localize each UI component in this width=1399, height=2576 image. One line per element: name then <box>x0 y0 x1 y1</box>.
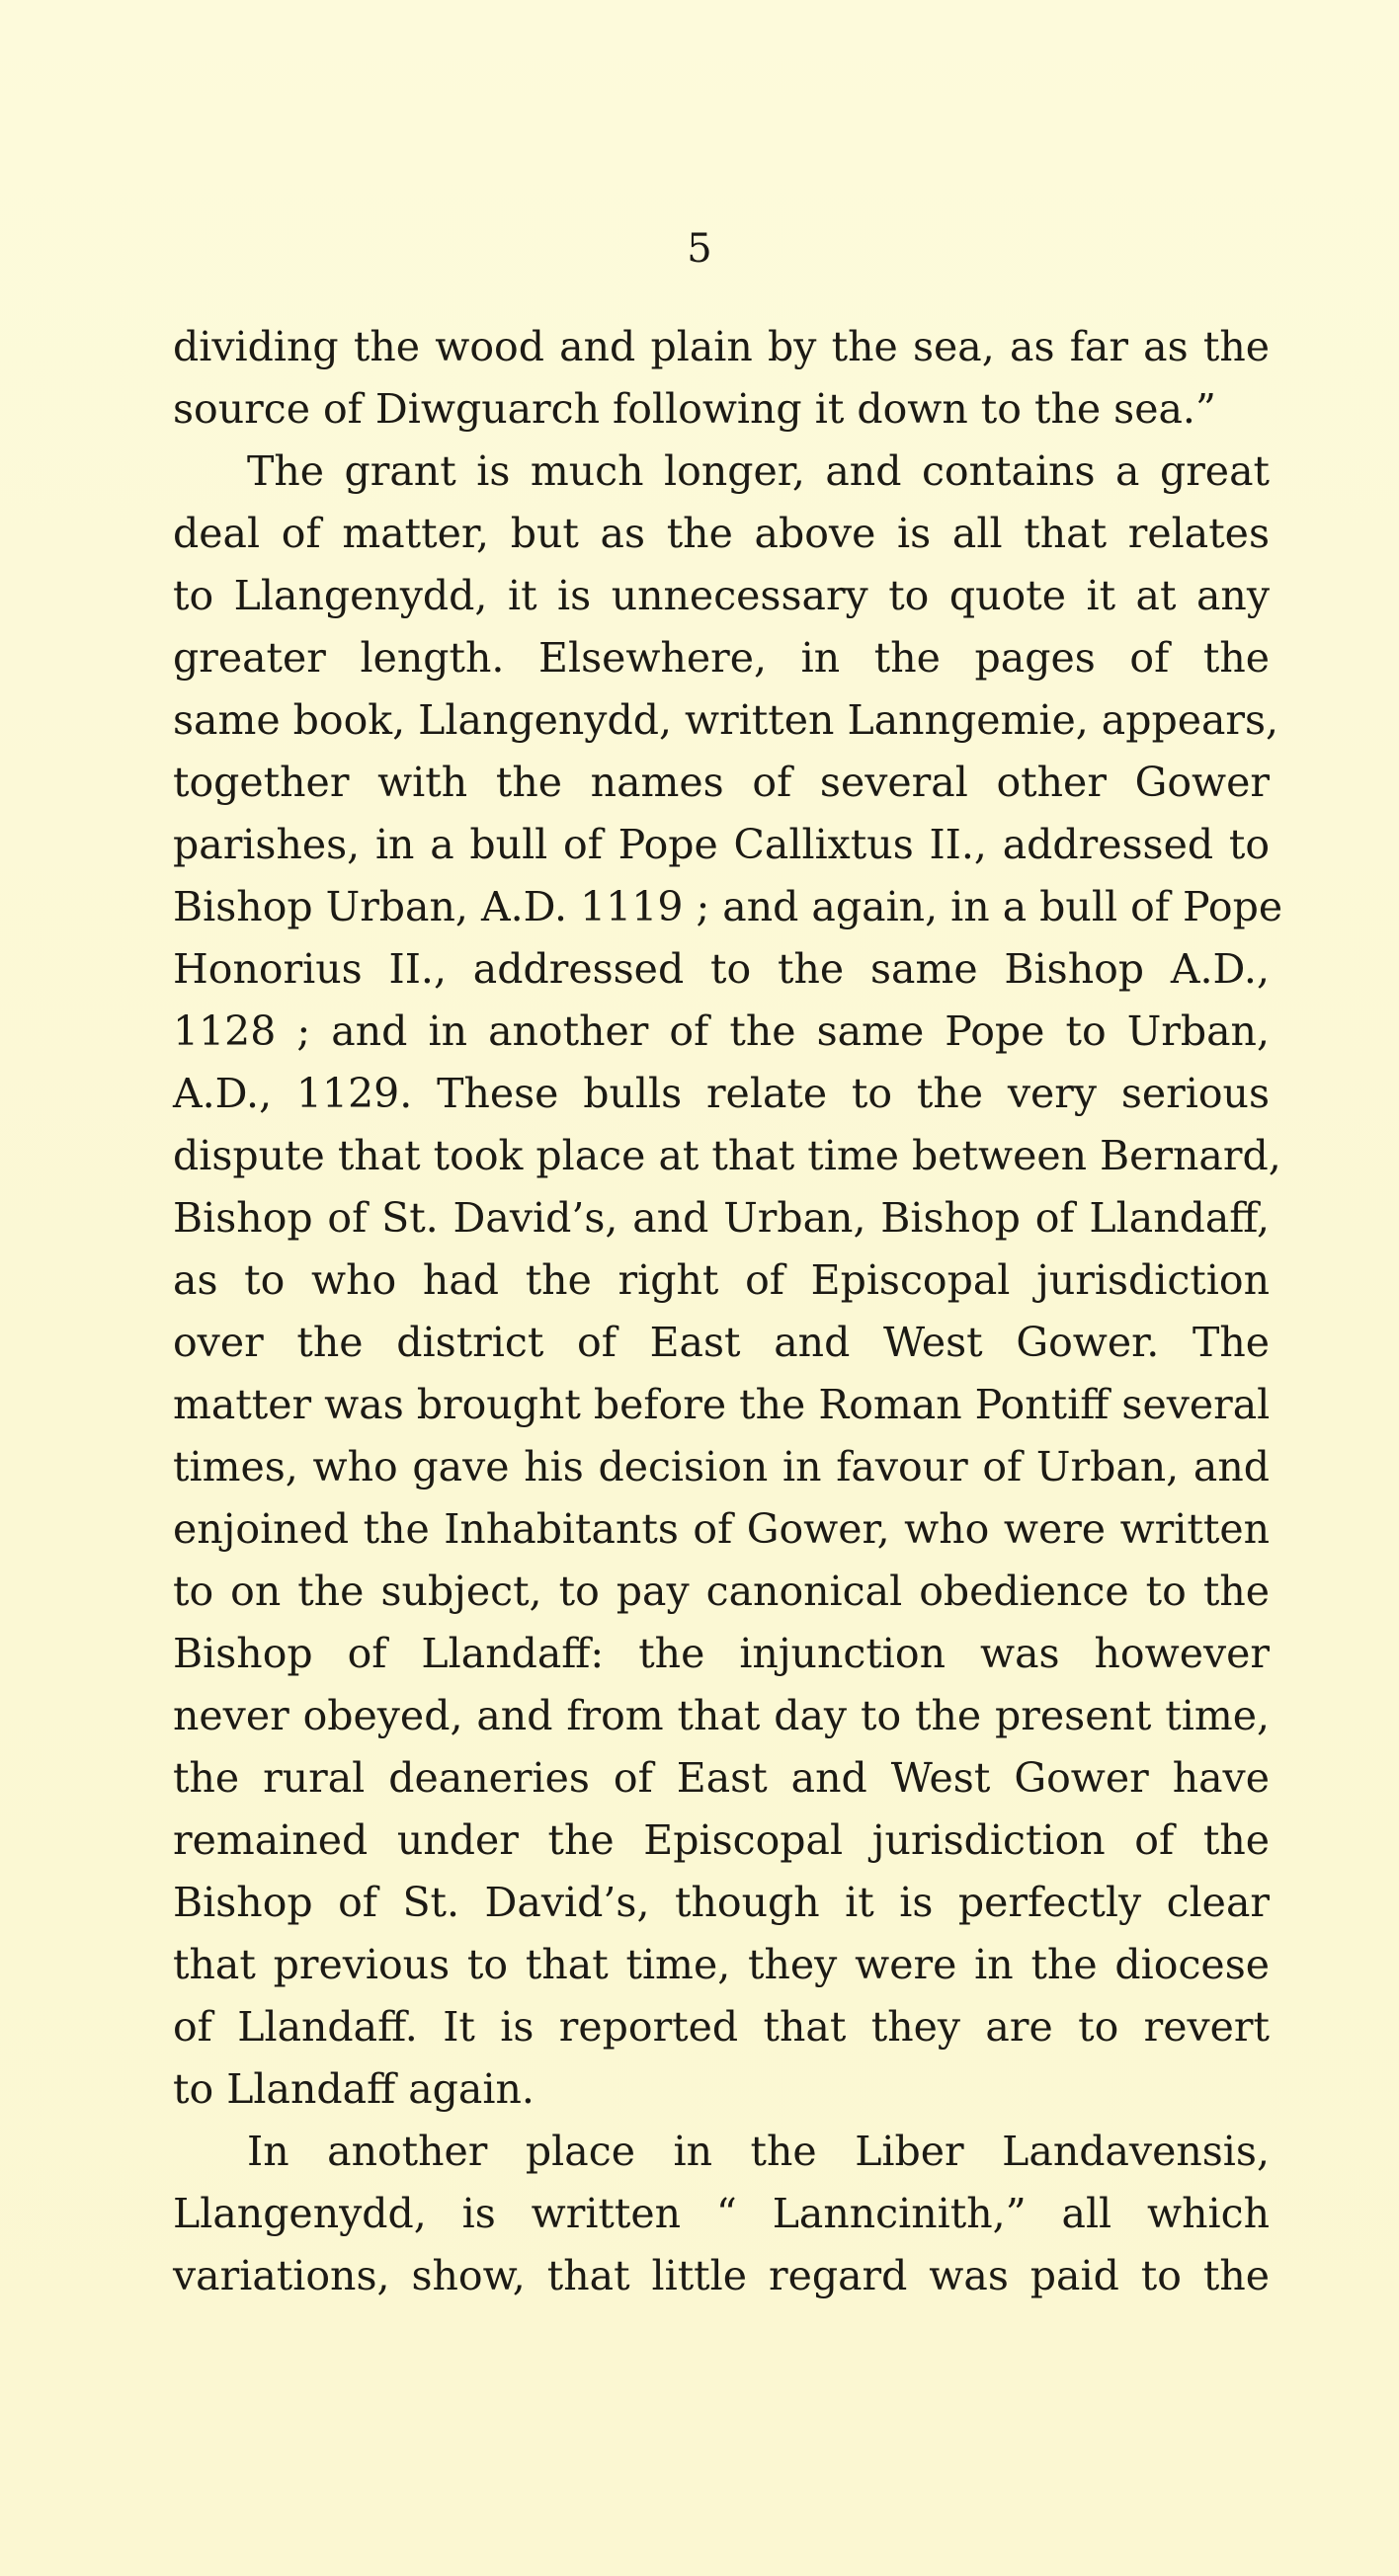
text-line: Bishop Urban, A.D. 1119 ; and again, in a bull of Pope <box>173 883 1283 930</box>
text-line: Honorius II., addressed to the same Bishop A.D., <box>173 945 1270 993</box>
page-number: 5 <box>687 226 712 272</box>
text-line: Llangenydd, is written “ Lanncinith,” all which <box>173 2190 1270 2237</box>
text-line: parishes, in a bull of Pope Callixtus II., addressed to <box>173 821 1270 868</box>
text-line: times, who gave his decision in favour of Urban, and <box>173 1443 1270 1490</box>
text-line: A.D., 1129. These bulls relate to the very serious <box>173 1070 1270 1117</box>
text-line: never obeyed, and from that day to the present time, <box>173 1692 1270 1739</box>
text-line: variations, show, that little regard was paid to the <box>173 2252 1270 2299</box>
text-line: remained under the Episcopal jurisdiction of the <box>173 1816 1270 1864</box>
text-line: source of Diwguarch following it down to the sea.” <box>173 385 1216 433</box>
text-line: as to who had the right of Episcopal jurisdiction <box>173 1256 1270 1304</box>
text-line: 1128 ; and in another of the same Pope to Urban, <box>173 1007 1270 1055</box>
text-line: deal of matter, but as the above is all that relates <box>173 510 1270 557</box>
paragraph-start-line: The grant is much longer, and contains a great <box>247 447 1270 495</box>
text-line: that previous to that time, they were in the diocese <box>173 1941 1270 1988</box>
text-line: over the district of East and West Gower. The <box>173 1319 1270 1366</box>
text-line: Bishop of Llandaff: the injunction was however <box>173 1630 1270 1677</box>
text-line: dividing the wood and plain by the sea, as far as the <box>173 323 1270 370</box>
text-line: the rural deaneries of East and West Gower have <box>173 1754 1270 1802</box>
text-line: enjoined the Inhabitants of Gower, who were written <box>173 1505 1270 1553</box>
text-line: of Llandaff. It is reported that they are to revert <box>173 2003 1270 2051</box>
paragraph-start-line: In another place in the Liber Landavensis, <box>247 2128 1270 2175</box>
body-text <box>173 316 1283 2307</box>
text-line: Bishop of St. David’s, and Urban, Bishop of Llandaff, <box>173 1194 1270 1242</box>
text-line: to on the subject, to pay canonical obedience to the <box>173 1568 1270 1615</box>
text-line: matter was brought before the Roman Pontiff several <box>173 1381 1271 1428</box>
text-line: same book, Llangenydd, written Lanngemie, appears, <box>173 696 1279 744</box>
text-line: greater length. Elsewhere, in the pages of the <box>173 634 1270 682</box>
text-line: together with the names of several other Gower <box>173 759 1270 806</box>
text-line: to Llandaff again. <box>173 2065 535 2113</box>
text-line: to Llangenydd, it is unnecessary to quote it at any <box>173 572 1270 619</box>
text-line: dispute that took place at that time between Bernard, <box>173 1132 1281 1179</box>
text-line: Bishop of St. David’s, though it is perfectly clear <box>173 1879 1270 1926</box>
